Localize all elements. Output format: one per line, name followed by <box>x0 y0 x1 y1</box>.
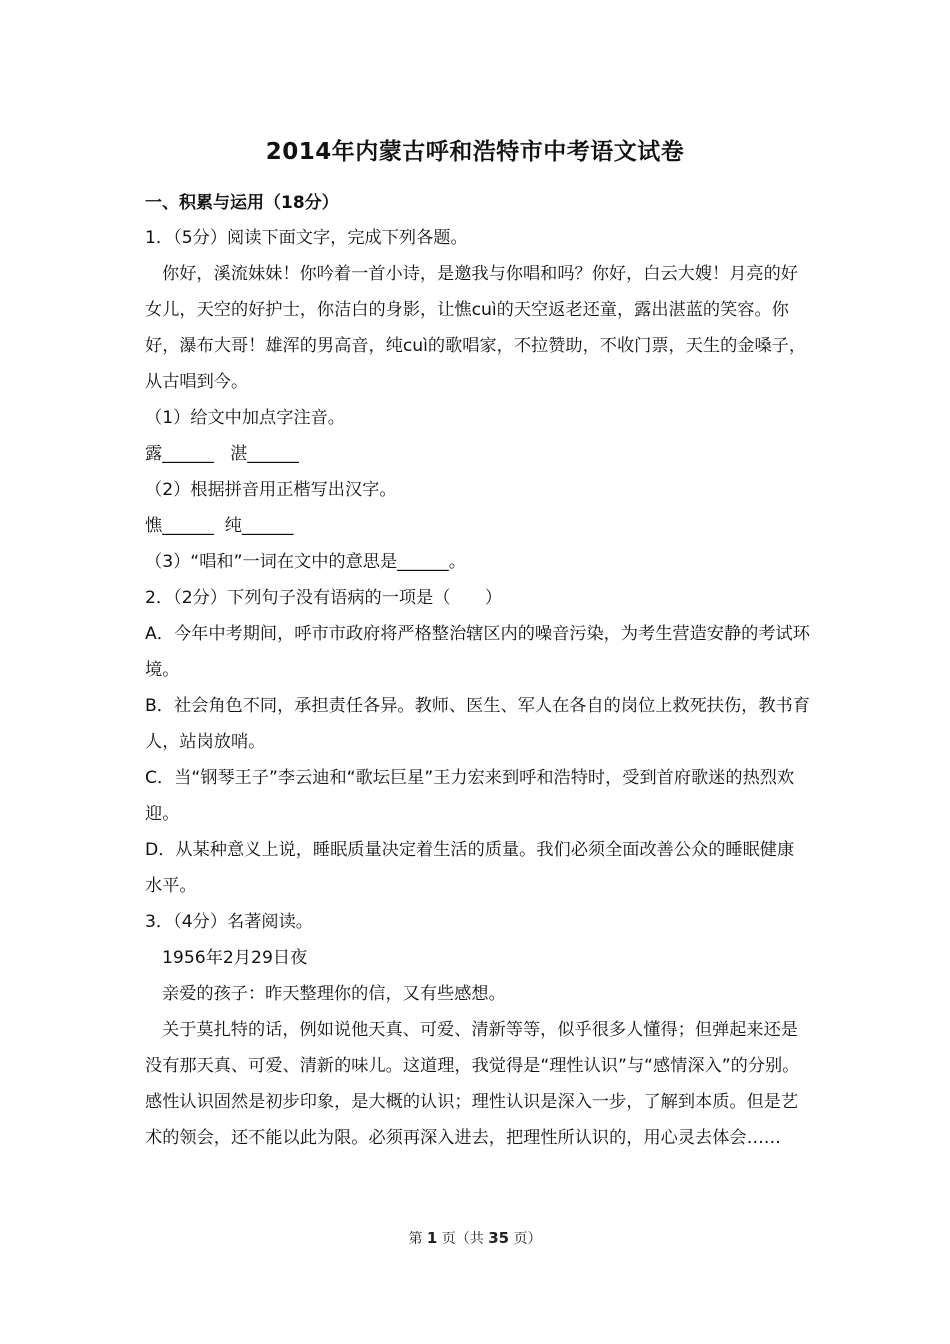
footer-prefix: 第 <box>408 1231 423 1247</box>
exam-content <box>145 220 810 1156</box>
question-1-sub1-blanks: 露______ 湛______ <box>145 444 299 464</box>
question-2-option-b: B．社会角色不同，承担责任各异。教师、医生、军人在各自的岗位上救死扶伤，教书育人，站岗放哨。 <box>145 696 810 752</box>
question-2-option-d: D．从某种意义上说，睡眠质量决定着生活的质量。我们必须全面改善公众的睡眠健康水平。 <box>145 840 795 896</box>
section-heading: 一、积累与运用（18分） <box>145 193 339 213</box>
question-1-stem: 1．（5分）阅读下面文字，完成下列各题。 <box>145 228 468 248</box>
question-1-sub3: （3）“唱和”一词在文中的意思是______。 <box>145 552 466 572</box>
page-footer <box>0 1228 950 1248</box>
footer-page-number: 1 <box>426 1229 438 1247</box>
question-1-passage: 你好，溪流妹妹！你吟着一首小诗，是邀我与你唱和吗？你好，白云大嫂！月亮的好女儿，天空的好护士，你洁白的身影，让憔cuì的天空返老还童，露出湛蓝的笑容。你好，瀑布大哥！雄浑的男高音，纯cuì的歌唱家，不拉赞助，不收门票，天生的金嗓子，从古唱到今。 <box>145 264 807 392</box>
question-2-option-a: A．今年中考期间，呼市市政府将严格整治辖区内的噪音污染，为考生营造安静的考试环境。 <box>145 624 810 680</box>
question-1-sub2: （2）根据拼音用正楷写出汉字。 <box>145 480 397 500</box>
footer-suffix: 页） <box>513 1231 542 1247</box>
question-2-option-c: C．当“钢琴王子”李云迪和“歌坛巨星”王力宏来到呼和浩特时，受到首府歌迷的热烈欢迎。 <box>145 768 795 824</box>
footer-mid: 页（共 <box>441 1231 484 1247</box>
question-2-stem: 2．（2分）下列句子没有语病的一项是（ ） <box>145 588 503 608</box>
page-title: 2014年内蒙古呼和浩特市中考语文试卷 <box>265 139 685 165</box>
footer-total-pages: 35 <box>488 1229 510 1247</box>
question-1-sub2-blanks: 憔______ 纯______ <box>145 516 294 536</box>
question-1-sub1: （1）给文中加点字注音。 <box>145 408 345 428</box>
question-3-stem: 3．（4分）名著阅读。 <box>145 912 313 932</box>
question-3-letter-salutation: 亲爱的孩子：昨天整理你的信，又有些感想。 <box>162 984 506 1004</box>
question-3-letter-date: 1956年2月29日夜 <box>162 948 308 968</box>
question-3-letter-body: 关于莫扎特的话，例如说他天真、可爱、清新等等，似乎很多人懂得；但弹起来还是没有那天真、可爱、清新的味儿。这道理，我觉得是“理性认识”与“感情深入”的分别。感性认识固然是初步印象，是大概的认识；理性认识是深入一步，了解到本质。但是艺术的领会，还不能以此为限。必须再深入进去，把理性所认识的，用心灵去体会…… <box>145 1020 800 1148</box>
